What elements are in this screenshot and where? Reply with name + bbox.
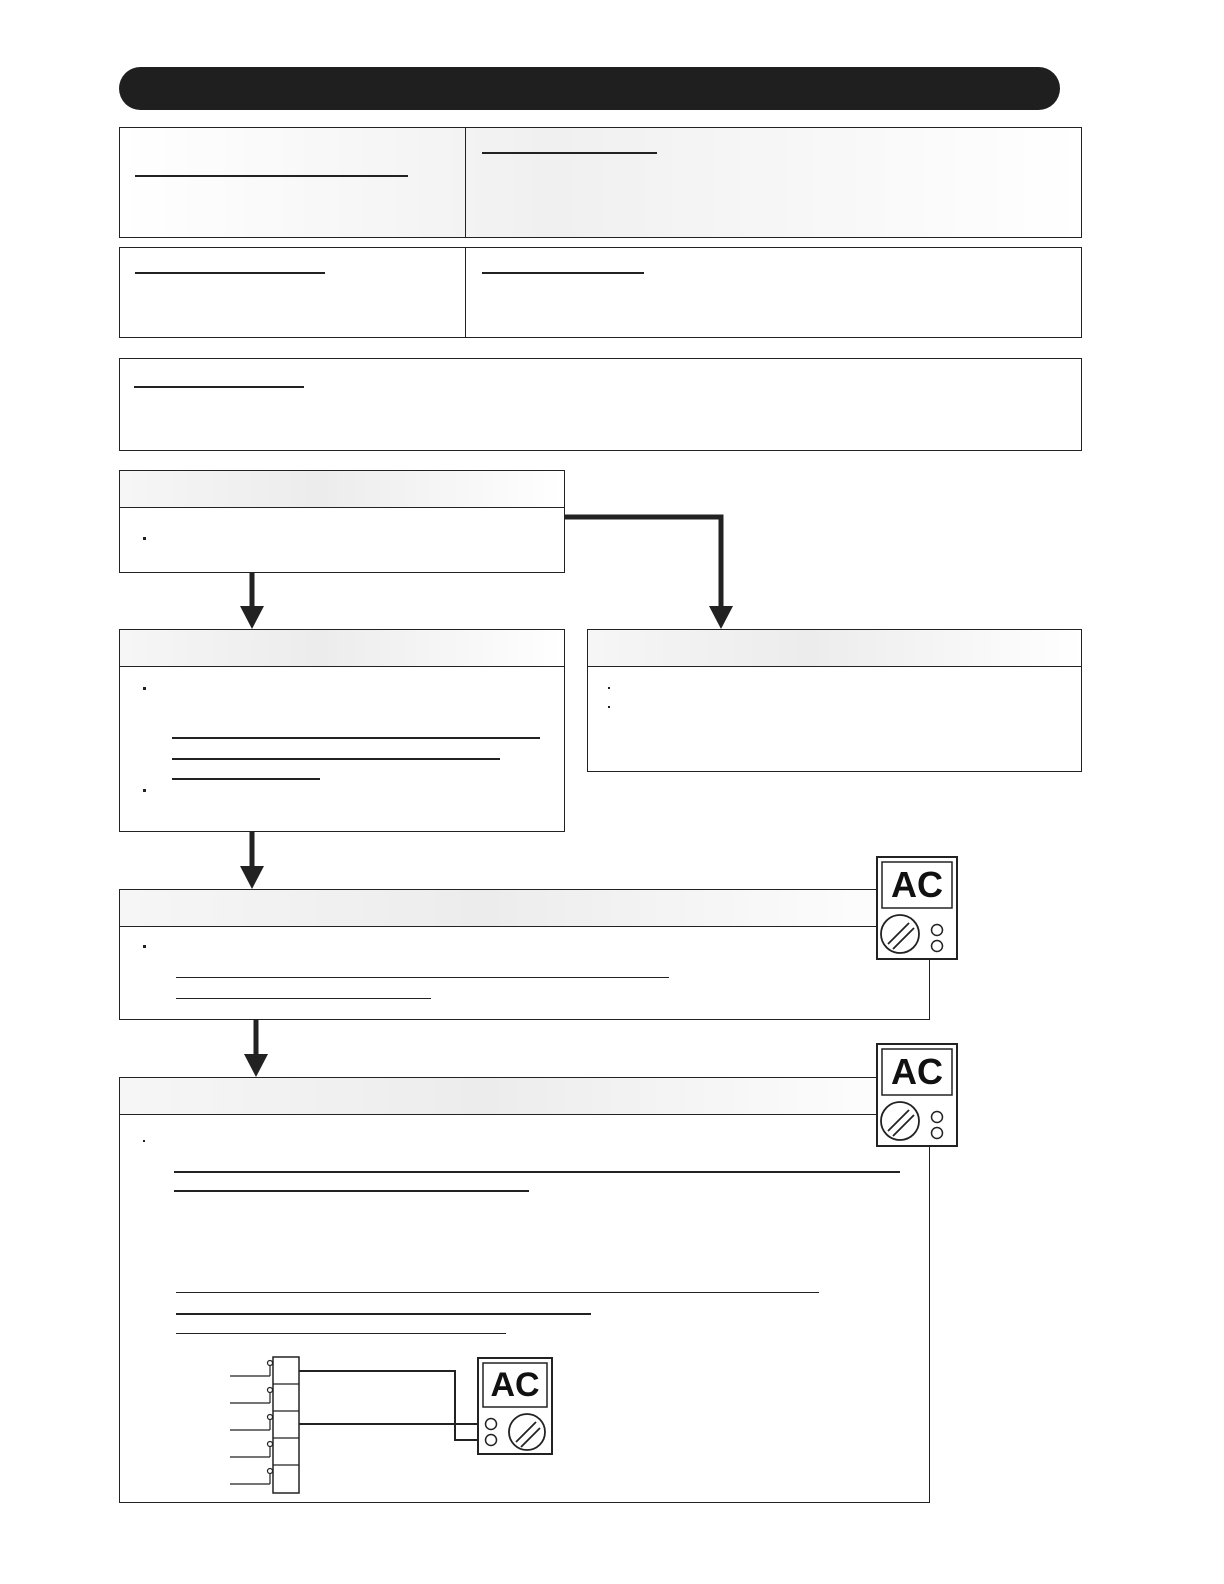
multimeter-icon <box>477 1357 553 1455</box>
multimeter-label: AC <box>891 1051 943 1092</box>
multimeter-icon <box>876 1043 958 1147</box>
multimeter-icon <box>876 856 958 960</box>
arrow-down-icon <box>244 1020 268 1077</box>
arrow-down-icon <box>240 832 264 889</box>
multimeter-label: AC <box>490 1366 540 1404</box>
arrow-down-icon <box>240 573 264 629</box>
connector-block-icon <box>230 1357 490 1493</box>
multimeter-label: AC <box>891 864 943 905</box>
arrow-down-icon <box>565 517 733 629</box>
